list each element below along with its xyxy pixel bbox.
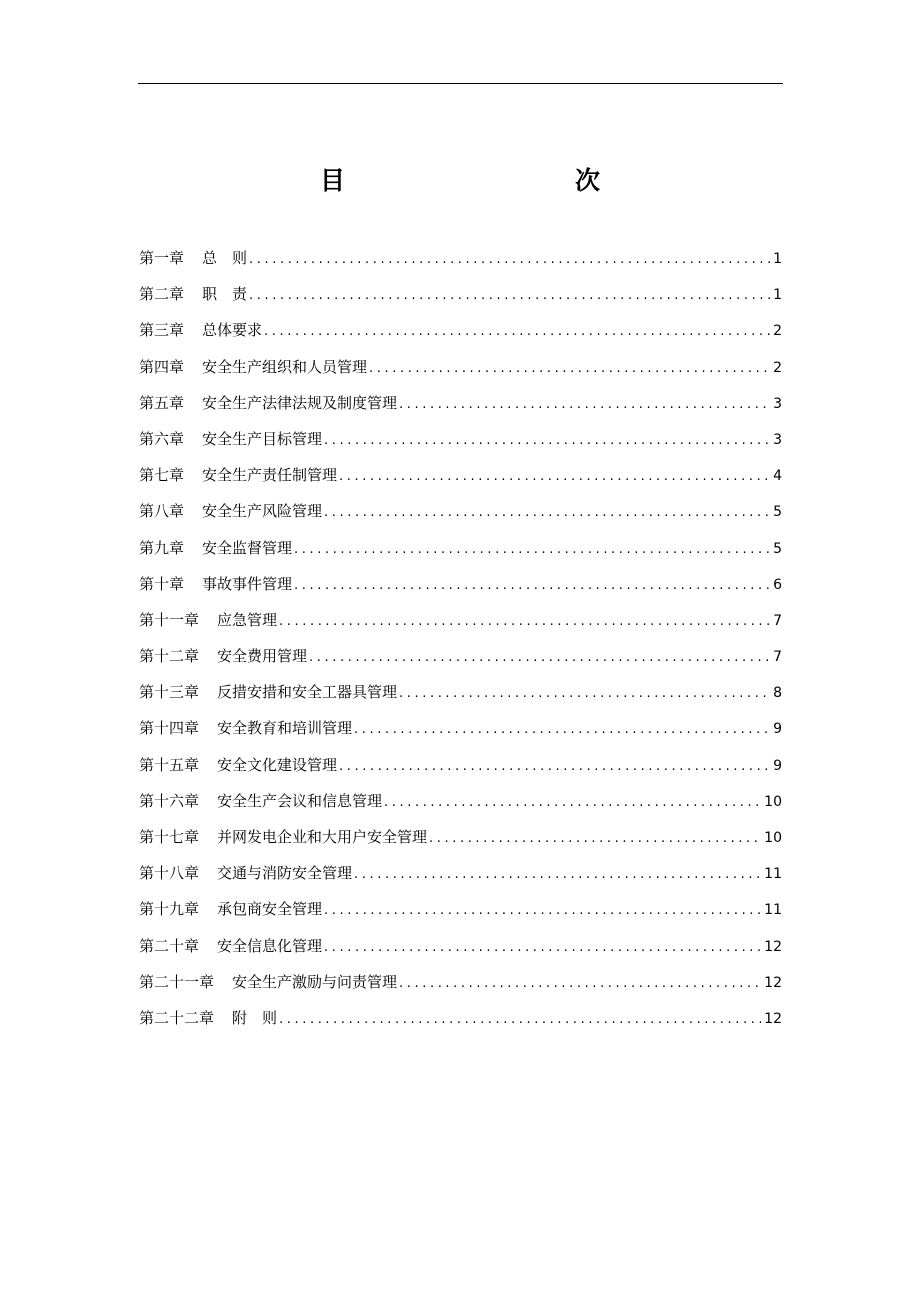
toc-dot-leader — [309, 642, 771, 674]
toc-chapter-title: 应急管理 — [217, 610, 278, 629]
toc-chapter-title: 安全费用管理 — [217, 647, 308, 666]
toc-page-number: 4 — [773, 468, 782, 485]
toc-chapter-number: 第八章 — [139, 502, 185, 521]
toc-chapter-title: 安全文化建设管理 — [217, 755, 338, 774]
toc-chapter-number: 第十四章 — [139, 719, 200, 738]
toc-chapter-number: 第二十章 — [139, 936, 200, 955]
toc-dot-leader — [279, 1004, 762, 1036]
toc-dot-leader — [279, 606, 771, 638]
toc-chapter-title: 反措安措和安全工器具管理 — [217, 683, 398, 702]
toc-page-number: 3 — [773, 395, 782, 412]
toc-entry[interactable] — [139, 857, 782, 893]
toc-chapter-title: 安全生产风险管理 — [202, 502, 323, 521]
toc-entry[interactable] — [139, 387, 782, 423]
toc-dot-leader — [354, 714, 771, 746]
toc-dot-leader — [324, 497, 771, 529]
toc-entry[interactable] — [139, 495, 782, 531]
toc-chapter-title: 事故事件管理 — [202, 574, 293, 593]
toc-chapter-number: 第十一章 — [139, 610, 200, 629]
toc-entry[interactable] — [139, 423, 782, 459]
toc-chapter-number: 第二十一章 — [139, 972, 215, 991]
toc-page-number: 7 — [773, 612, 782, 629]
toc-chapter-title: 安全教育和培训管理 — [217, 719, 353, 738]
toc-dot-leader — [264, 316, 771, 348]
toc-dot-leader — [339, 461, 771, 493]
toc-page-number: 11 — [764, 902, 782, 919]
toc-entry[interactable] — [139, 568, 782, 604]
toc-page-number: 10 — [764, 793, 782, 810]
toc-chapter-number: 第三章 — [139, 321, 185, 340]
toc-dot-leader — [354, 859, 762, 891]
toc-dot-leader — [324, 895, 762, 927]
toc-chapter-title: 安全生产责任制管理 — [202, 466, 338, 485]
toc-dot-leader — [249, 280, 771, 312]
toc-dot-leader — [249, 244, 771, 276]
toc-page-number: 2 — [773, 359, 782, 376]
toc-chapter-title: 安全生产法律法规及制度管理 — [202, 393, 398, 412]
toc-dot-leader — [324, 932, 762, 964]
toc-chapter-number: 第五章 — [139, 393, 185, 412]
toc-dot-leader — [399, 389, 771, 421]
toc-chapter-title: 并网发电企业和大用户安全管理 — [217, 828, 428, 846]
toc-entry[interactable] — [139, 930, 782, 966]
toc-chapter-title: 安全生产目标管理 — [202, 429, 323, 448]
toc-entry[interactable] — [139, 821, 782, 857]
toc-chapter-number: 第四章 — [139, 357, 185, 376]
toc-page-number: 10 — [764, 830, 782, 846]
toc-chapter-title: 承包商安全管理 — [217, 900, 323, 919]
toc-page-number: 5 — [773, 540, 782, 557]
toc-page-number: 12 — [764, 1010, 782, 1027]
toc-entry[interactable] — [139, 1002, 782, 1038]
toc-page-number: 1 — [773, 251, 782, 267]
toc-chapter-number: 第十七章 — [139, 828, 200, 846]
toc-entry[interactable] — [139, 785, 782, 821]
toc-chapter-title: 安全生产会议和信息管理 — [217, 791, 383, 810]
toc-page-number: 9 — [773, 757, 782, 774]
toc-page-number: 2 — [773, 323, 782, 340]
toc-dot-leader — [369, 353, 771, 385]
toc-entry[interactable] — [139, 676, 782, 712]
toc-page-number: 7 — [773, 649, 782, 666]
toc-chapter-title: 安全生产组织和人员管理 — [202, 357, 368, 376]
toc-chapter-number: 第六章 — [139, 429, 185, 448]
toc-chapter-number: 第十八章 — [139, 864, 200, 883]
toc-chapter-number: 第一章 — [139, 249, 185, 267]
toc-dot-leader — [399, 968, 762, 1000]
toc-dot-leader — [324, 425, 771, 457]
toc-entry[interactable] — [139, 640, 782, 676]
toc-chapter-number: 第二章 — [139, 285, 185, 304]
toc-entry[interactable] — [139, 749, 782, 785]
toc-entry[interactable] — [139, 242, 782, 278]
toc-dot-leader — [399, 678, 771, 710]
toc-entry[interactable] — [139, 351, 782, 387]
toc-page-number: 12 — [764, 974, 782, 991]
toc-chapter-title: 安全信息化管理 — [217, 936, 323, 955]
toc-chapter-title: 附 则 — [232, 1008, 278, 1027]
toc-chapter-title: 总 则 — [202, 249, 248, 267]
toc-chapter-number: 第十六章 — [139, 791, 200, 810]
toc-chapter-number: 第十章 — [139, 574, 185, 593]
toc-chapter-title: 总体要求 — [202, 321, 263, 340]
toc-entry[interactable] — [139, 893, 782, 929]
toc-chapter-number: 第十三章 — [139, 683, 200, 702]
toc-page-number: 9 — [773, 721, 782, 738]
toc-page-number: 8 — [773, 685, 782, 702]
toc-chapter-number: 第二十二章 — [139, 1008, 215, 1027]
toc-entry[interactable] — [139, 712, 782, 748]
toc-page-number: 6 — [773, 576, 782, 593]
toc-page-number: 3 — [773, 431, 782, 448]
toc-entry[interactable] — [139, 604, 782, 640]
toc-page-number: 5 — [773, 504, 782, 521]
toc-chapter-title: 交通与消防安全管理 — [217, 864, 353, 883]
toc-entry[interactable] — [139, 459, 782, 495]
toc-dot-leader — [294, 534, 771, 566]
toc-title: 目 次 — [319, 166, 660, 195]
toc-chapter-number: 第十五章 — [139, 755, 200, 774]
toc-chapter-title: 安全监督管理 — [202, 538, 293, 557]
toc-entry[interactable] — [139, 314, 782, 350]
toc-entry[interactable] — [139, 966, 782, 1002]
header-rule — [138, 83, 783, 84]
toc-page-number: 12 — [764, 938, 782, 955]
toc-chapter-number: 第七章 — [139, 466, 185, 485]
toc-dot-leader — [294, 570, 771, 602]
toc-chapter-number: 第十二章 — [139, 647, 200, 666]
toc-dot-leader — [429, 823, 762, 855]
toc-chapter-title: 安全生产激励与问责管理 — [232, 972, 398, 991]
toc-chapter-number: 第九章 — [139, 538, 185, 557]
toc-page-number: 1 — [773, 287, 782, 304]
toc-entry[interactable] — [139, 532, 782, 568]
toc-chapter-title: 职 责 — [202, 285, 248, 304]
toc-page-number: 11 — [764, 866, 782, 883]
table-of-contents — [139, 242, 782, 1038]
toc-chapter-number: 第十九章 — [139, 900, 200, 919]
toc-dot-leader — [339, 751, 771, 783]
toc-dot-leader — [384, 787, 762, 819]
toc-entry[interactable] — [139, 278, 782, 314]
